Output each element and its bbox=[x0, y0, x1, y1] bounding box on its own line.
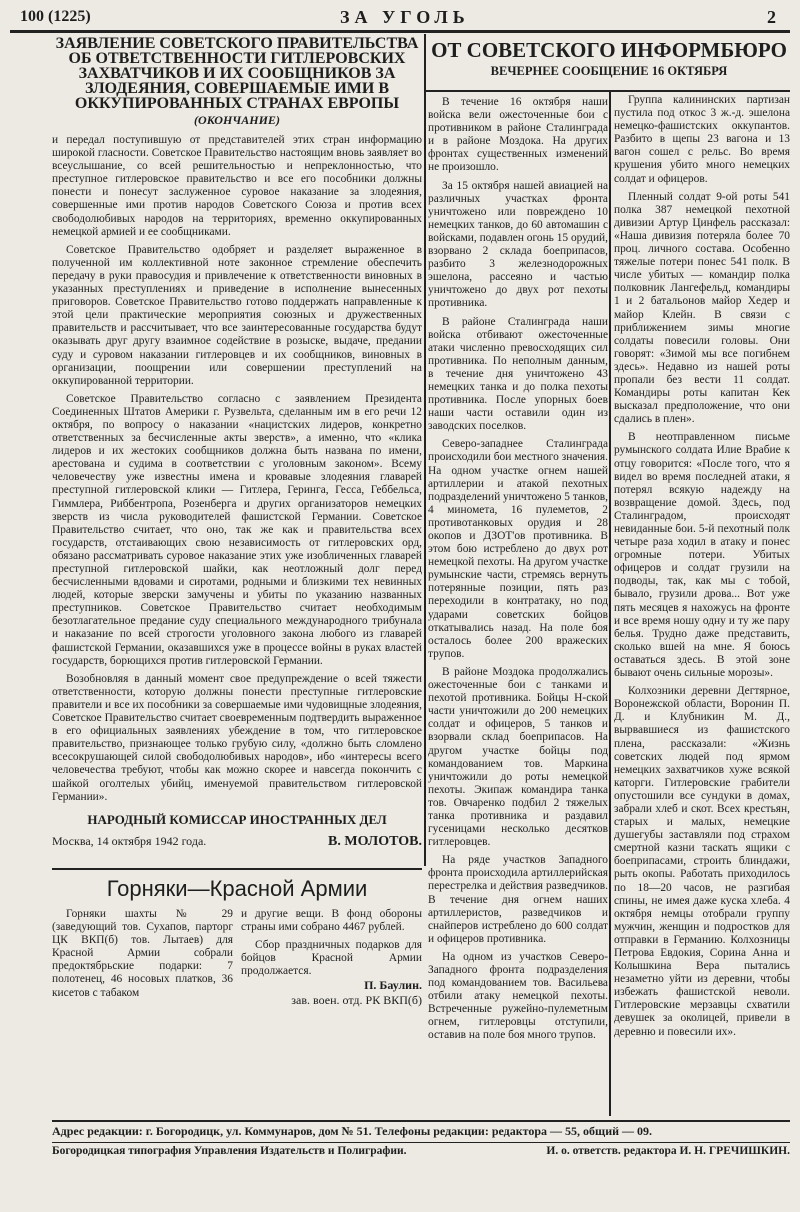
gornyaki-article bbox=[52, 868, 422, 1116]
section-rule bbox=[426, 90, 790, 92]
newspaper-title: ЗА УГОЛЬ bbox=[340, 7, 470, 27]
report-paragraph: За 15 октября нашей авиацией на различных участках фронта уничтожено или повреждено 10 немецких танков, до 60 автомашин с войсками, подавлен огонь 15 орудий, взорвано 2 склада боеприпасов, разбито 3 железнодорожных эшелона, рассеяно и частью уничтожено до двух рот пехоты противника. bbox=[428, 179, 608, 310]
gornyaki-signature-name: П. Баулин. bbox=[364, 978, 422, 993]
sovinform-header bbox=[428, 38, 790, 79]
signature-name: В. МОЛОТОВ. bbox=[328, 833, 422, 849]
gornyaki-headline: Горняки—Красной Армии bbox=[106, 876, 368, 901]
report-paragraph: Пленный солдат 9-ой роты 541 полка 387 немецкой пехотной дивизии Артур Цинфель рассказал: «Наша дивизия потеряла более 70 проц. личного состава. Особенно тяжелые потери понес 541 полк. В числе убитых — командир полка полковник Лангефельд, командиры 1 и 2 батальонов майор Хедер и майор Клейн. В связи с приближением зимы многие солдаты повесили головы. Они говорят: «Зимой мы все погибнем здесь». Недавно из нашей роты пропали без вести 11 солдат. Командиры роты капитан Кек высказал предположение, что они сдались в плен». bbox=[614, 190, 790, 426]
page-number: 2 bbox=[767, 7, 776, 27]
statement-paragraph: Советское Правительство одобряет и разделяет выраженное в полученной им коллективной ноте законное стремление обеспечить передачу в руки правосудия и привлечение к ответственности виновных в указанных преступлениях и приведение в исполнение вынесенных приговоров. Советское Правительство готово поддержать направленные к этой цели практические мероприятия союзных и дружественных правительств и рассчитывает, что все заинтересованные государства будут оказывать друг другу взаимное содействие в розыске, выдаче, предании суду и суровом наказании гитлеровцев и их сообщников, виновных в организации, поощрении или совершении преступлений на оккупированной территории. bbox=[52, 243, 422, 387]
statement-headline bbox=[52, 36, 422, 128]
footer-imprint bbox=[52, 1142, 790, 1161]
editorial-address: Адрес редакции: г. Богородицк, ул. Коммунаров, дом № 51. Телефоны редакции: редактора — 55, общий — 09. bbox=[52, 1124, 653, 1138]
gornyaki-right-column bbox=[241, 908, 422, 1008]
editor-imprint: И. о. ответств. редактора И. Н. ГРЕЧИШКИН. bbox=[546, 1145, 790, 1157]
gornyaki-text: и другие вещи. В фонд обороны страны ими собрано 4467 рублей. bbox=[241, 908, 422, 934]
statement-paragraph: и передал поступившую от представителей этих стран информацию широкой гласности. Советское Правительство настоящим вновь заявляет во всеуслышание, со всей решительностью и непреклонностью, что преступное гитлеровское правительство и все его пособники должны понести и понесут заслуженное суровое наказание за злодеяния, совершенные ими против народов Советского Союза и против всех свободолюбивых народов на территориях, временно оккупированных немецкой армией и ее сообщниками. bbox=[52, 134, 422, 238]
column-divider bbox=[424, 34, 426, 866]
report-paragraph: В районе Сталинграда наши войска отбивают ожесточенные атаки численно превосходящих сил противника. По неполным данным, в течение дня уничтожено 43 немецких танка и до полка пехоты противника. После упорных боев наши части оставили один из заводских поселков. bbox=[428, 315, 608, 433]
statement-paragraph: Советское Правительство согласно с заявлением Президента Соединенных Штатов Америки г. Рузвельта, сделанным им в его речи 12 октября, по вопросу о наказании «нацистских лидеров, конкретно ответственных за бесчисленные акты зверств», а именно, что «клика лидеров и их жестоких сообщников должна быть названа по имени, арестована и судима в соответствии с уголовным законом». Всему человечеству уже известны имена и кровавые злодеяния главарей преступной гитлеровской клики — Гитлера, Геринга, Гесса, Геббельса, Гиммлера, Риббентропа, Розенберга и других организаторов немецких зверств из числа руководителей фашистской Германии. Советское Правительство считает, что оно, так же как и правительства всех государств, отстаивающих свою независимость от гитлеровских орд, обязано рассматривать суровое наказание этих уже изобличенных главарей преступной гитлеровской шайки, как неотложный долг перед бесчисленными вдовами и сиротами, родными и близкими тех невинных людей, которые зверски замучены и убиты по указанию названных преступников. Советское Правительство считает необходимым безотлагательное предание суду специального международного трибунала и наказание по всей строгости уголовного закона любого из главарей фашистской Германии, оказавшихся уже в процессе войны в руках властей государств, борющихся против гитлеровской Германии. bbox=[52, 392, 422, 667]
gornyaki-signature-role: зав. воен. отд. РК ВКП(б) bbox=[291, 993, 422, 1008]
report-paragraph: На ряде участков Западного фронта происходила артиллерийская перестрелка и действия разведчиков. В течение дня огнем наших артиллеристов, разведчиков и снайперов истреблено до 600 солдат и офицеров противника. bbox=[428, 854, 608, 945]
issue-number: 100 (1225) bbox=[20, 8, 91, 25]
report-paragraph: В течение 16 октября наши войска вели ожесточенные бои с противником в районе Сталинграда и в районе Моздока. На других фронтах существенных изменений не произошло. bbox=[428, 96, 608, 174]
statement-article bbox=[52, 36, 422, 862]
sovinform-right-column bbox=[614, 94, 790, 1114]
masthead bbox=[10, 6, 790, 33]
report-paragraph: Северо-западнее Сталинграда происходили бои местного значения. На одном участке огнем нашей артиллерии и атакой пехотных подразделений уничтожено 5 танков, 4 миномета, 16 пулеметов, 2 противотанковых орудия и 28 окопов и ДЗОТ'ов противника. В этом бою истреблено до двух рот немецкой пехоты. На другом участке румынские части, стремясь вернуть потерянные позиции, пять раз переходили в контратаку, но под ударами советских бойцов откатывались назад. На поле боя осталось более 200 вражеских трупов. bbox=[428, 438, 608, 660]
report-paragraph: В районе Моздока продолжались ожесточенные бои с танками и пехотой противника. Бойцы Н-ской части уничтожили до 200 немецких солдат и офицеров, 5 танков и взорвали склад боеприпасов. На другом участке бойцы под командованием тов. Маркина уничтожили до роты немецкой пехоты. Экипаж командира танка тов. Овчаренко подбил 2 тяжелых танка противника и раздавил гусеницами несколько десятков гитлеровцев. bbox=[428, 665, 608, 849]
report-paragraph: Колхозники деревни Дегтярное, Воронежской области, Воронин П. Д. и Клубникин М. Д., вырвавшиеся из фашистского плена, рассказали: «Жизнь советских людей под ярмом немецких захватчиков хуже всякой каторги. Гитлеровские грабители опустошили все сундуки в домах, забрали хлеб и скот. Всех крестьян, старых и малых, немецкие душегубы заставляли под страхом смертной казни таскать ящики с боеприпасами, строить блиндажи, рыть окопы. Работать приходилось по 18—20 часов, не разгибая спины, не имея даже куска хлеба. 4 октября немцы отобрали группу мужчин, женщин и подростков для отправки в Германию. Колхозницы Петрова Евдокия, Сорина Анна и Колышкина Вера пытались незаметно уйти из деревни, чтобы избежать фашистской неволи. Гитлеровские мерзавцы схватили девушек за околицей, привели в деревню и повесили их». bbox=[614, 685, 790, 1038]
statement-paragraph: Возобновляя в данный момент свое предупреждение о всей тяжести ответственности, которую должны понести преступные гитлеровские правители и все их пособники за совершаемые ими чудовищные злодеяния, Советское Правительство считает своевременным подтвердить выраженное в его официальных заявлениях убеждение в том, что гитлеровское правительство, признающее только грубую силу, «должно быть сломлено всесокрушающей силой свободолюбивых народов», ибо «интересы всего человечества требуют, чтобы как можно скорее и навсегда покончить с шайкой оголтелых убийц, именуемой правительством гитлеровской Германии». bbox=[52, 672, 422, 803]
gornyaki-columns bbox=[52, 908, 422, 1008]
report-paragraph: На одном из участков Северо-Западного фронта подразделения под командованием тов. Васильева отбили атаку немецкой пехоты. Встреченные ружейно-пулеметным огнем, гитлеровцы отступили, оставив на поле боя много трупов. bbox=[428, 950, 608, 1042]
printer-imprint: Богородицкая типография Управления Издательств и Полиграфии. bbox=[52, 1145, 407, 1157]
signature-title: НАРОДНЫЙ КОМИССАР ИНОСТРАННЫХ ДЕЛ bbox=[87, 811, 387, 827]
report-paragraph: В неотправленном письме румынского солдата Илие Врабие к отцу говорится: «После того, что я видел во время последней атаки, я потерял всякую надежду на возвращение домой. Здесь, под Сталинградом, происходят невиданные бои. 5-й пехотный полк четыре раза ходил в атаку и понес огромные потери. Убитых офицеров и солдат грузили на подводы, так, как мы с тобой, бывало, грузили дрова... Вот уже пять месяцев я нахожусь на фронте и все время ношу одну и ту же пару белья. Трудно даже представить, сколько вшей на мне. Я боюсь оставаться здесь. В этой зоне бывают очень сильные морозы». bbox=[614, 431, 790, 680]
gornyaki-text: Сбор праздничных подарков для бойцов Красной Армии продолжается. bbox=[241, 939, 422, 978]
column-divider bbox=[609, 92, 611, 1116]
headline-text: ЗАЯВЛЕНИЕ СОВЕТСКОГО ПРАВИТЕЛЬСТВА ОБ ОТВЕТСТВЕННОСТИ ГИТЛЕРОВСКИХ ЗАХВАТЧИКОВ И ИХ СООБЩНИКОВ ЗА ЗЛОДЕЯНИЯ, СОВЕРШАЕМЫЕ ИМИ В ОККУПИРОВАННЫХ СТРАНАХ ЕВРОПЫ bbox=[55, 36, 419, 112]
signature-block bbox=[52, 834, 422, 850]
sovinform-middle-column bbox=[428, 96, 608, 1114]
headline-subhead: (ОКОНЧАНИЕ) bbox=[194, 113, 280, 127]
footer-address bbox=[52, 1120, 790, 1142]
gornyaki-text: Горняки шахты № 29 (заведующий тов. Сухапов, парторг ЦК ВКП(б) тов. Лытаев) для Красной Армии собрали предоктябрьские подарки: 7 полотенец, 46 носовых платков, 36 кисетов с табаком bbox=[52, 908, 233, 999]
gornyaki-left-column bbox=[52, 908, 233, 1008]
sovinform-headline: ОТ СОВЕТСКОГО ИНФОРМБЮРО bbox=[431, 38, 787, 62]
signature-place-date: Москва, 14 октября 1942 года. bbox=[52, 833, 207, 848]
sovinform-subhead: ВЕЧЕРНЕЕ СООБЩЕНИЕ 16 ОКТЯБРЯ bbox=[490, 64, 728, 78]
report-paragraph: Группа калининских партизан пустила под откос 3 ж.-д. эшелона немецко-фашистских оккупантов. Разбито в щепы 23 вагона и 13 вагон сошел с рельс. Во время крушения убито много немецких солдат и офицеров. bbox=[614, 94, 790, 185]
